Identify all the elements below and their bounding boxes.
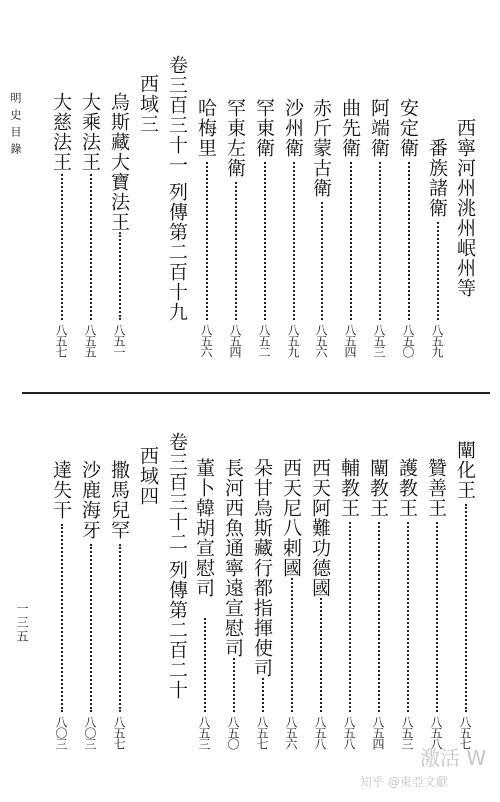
leader-dots xyxy=(206,162,208,320)
toc-entry: 阿端衛 xyxy=(368,98,390,158)
watermark-zhihu: 知乎 @東亞文獻 xyxy=(360,775,448,789)
leader-dots xyxy=(320,598,322,712)
page-number: 八〇三 xyxy=(54,716,68,749)
leader-dots xyxy=(119,232,121,320)
leader-dots xyxy=(291,578,293,712)
toc-entry: 護教王 xyxy=(396,458,418,518)
toc-entry: 輔教王 xyxy=(338,458,360,518)
juan-title: 卷三百三十一 xyxy=(166,55,188,175)
toc-entry: 董卜韓胡宣慰司 xyxy=(193,458,215,598)
page-number: 八五三 xyxy=(400,716,414,749)
toc-entry: 赤斤蒙古衛 xyxy=(310,98,332,198)
toc-entry: 罕東左衛 xyxy=(224,98,246,178)
page-number: 八五九 xyxy=(286,324,300,357)
page-number: 八五六 xyxy=(284,716,298,749)
page-number: 八五八 xyxy=(342,716,356,749)
juan-subtitle: 列傳第二百二十 xyxy=(166,560,188,700)
leader-dots xyxy=(437,222,439,320)
leader-dots xyxy=(235,182,237,320)
leader-dots xyxy=(379,162,381,320)
leader-dots xyxy=(350,162,352,320)
leader-dots xyxy=(61,174,63,320)
page-number: 八〇三 xyxy=(83,716,97,749)
page-number: 八五四 xyxy=(343,324,357,357)
leader-dots xyxy=(349,522,351,712)
heading-line: 西寧河州洮州岷州等 xyxy=(454,118,476,298)
leader-dots xyxy=(407,522,409,712)
toc-entry: 曲先衛 xyxy=(339,98,361,158)
leader-dots xyxy=(465,504,467,712)
toc-entry: 大慈法王 xyxy=(50,92,72,172)
page-number: 八五一 xyxy=(112,324,126,357)
toc-entry: 撒馬兒罕 xyxy=(108,460,130,540)
leader-dots xyxy=(204,618,206,712)
page-number: 八五九 xyxy=(430,324,444,357)
section-heading: 西域四 xyxy=(137,446,159,506)
toc-entry: 朵甘烏斯藏行都指揮使司 xyxy=(251,458,273,678)
toc-entry: 闡化王 xyxy=(454,440,476,500)
leader-dots xyxy=(378,522,380,712)
running-head: 明史目錄 xyxy=(9,92,22,160)
leader-dots xyxy=(436,522,438,712)
page-number: 八五七 xyxy=(112,716,126,749)
toc-entry: 番族諸衛 xyxy=(426,138,448,218)
toc-entry: 安定衛 xyxy=(397,98,419,158)
page-number: 八五八 xyxy=(313,716,327,749)
toc-entry: 哈梅里 xyxy=(195,98,217,158)
page-number: 八五六 xyxy=(314,324,328,357)
page-number: 八五七 xyxy=(458,716,472,749)
section-heading: 西域三 xyxy=(137,74,159,134)
page-number: 八五二 xyxy=(257,324,271,357)
toc-entry: 闡教王 xyxy=(367,458,389,518)
toc-entry: 贊善王 xyxy=(425,458,447,518)
leader-dots xyxy=(233,658,235,712)
toc-entry: 西天尼八剌國 xyxy=(280,458,302,578)
toc-entry: 罕東衛 xyxy=(253,98,275,158)
page-number: 八五六 xyxy=(199,324,213,357)
watermark-activate: 激活 W xyxy=(420,746,487,770)
leader-dots xyxy=(321,202,323,320)
page-number: 八五〇 xyxy=(226,716,240,749)
toc-entry: 烏斯藏大寶法王 xyxy=(108,92,130,232)
page-number: 八五八 xyxy=(429,716,443,749)
leader-dots xyxy=(90,174,92,320)
page-number: 八五七 xyxy=(54,324,68,357)
leader-dots xyxy=(264,162,266,320)
page-number: 八五七 xyxy=(255,716,269,749)
page-number: 八五三 xyxy=(197,716,211,749)
page-number: 八五三 xyxy=(372,324,386,357)
leader-dots xyxy=(61,524,63,712)
leader-dots xyxy=(90,544,92,712)
leader-dots xyxy=(408,162,410,320)
section-divider xyxy=(22,392,490,394)
toc-entry: 西天阿難功德國 xyxy=(309,458,331,598)
juan-subtitle: 列傳第二百十九 xyxy=(166,182,188,322)
juan-title: 卷三百三十二 xyxy=(166,432,188,552)
page-number: 八五〇 xyxy=(401,324,415,357)
toc-entry: 達失干 xyxy=(50,460,72,520)
toc-entry: 大乘法王 xyxy=(79,92,101,172)
toc-entry: 沙鹿海牙 xyxy=(79,460,101,540)
folio-number: 一三五 xyxy=(15,602,29,644)
toc-entry: 沙州衛 xyxy=(282,98,304,158)
toc-entry: 長河西魚通寧遠宣慰司 xyxy=(222,458,244,658)
leader-dots xyxy=(293,162,295,320)
page-number: 八五四 xyxy=(371,716,385,749)
leader-dots xyxy=(119,544,121,712)
leader-dots xyxy=(262,678,264,712)
page-number: 八五四 xyxy=(228,324,242,357)
page-number: 八五五 xyxy=(83,324,97,357)
